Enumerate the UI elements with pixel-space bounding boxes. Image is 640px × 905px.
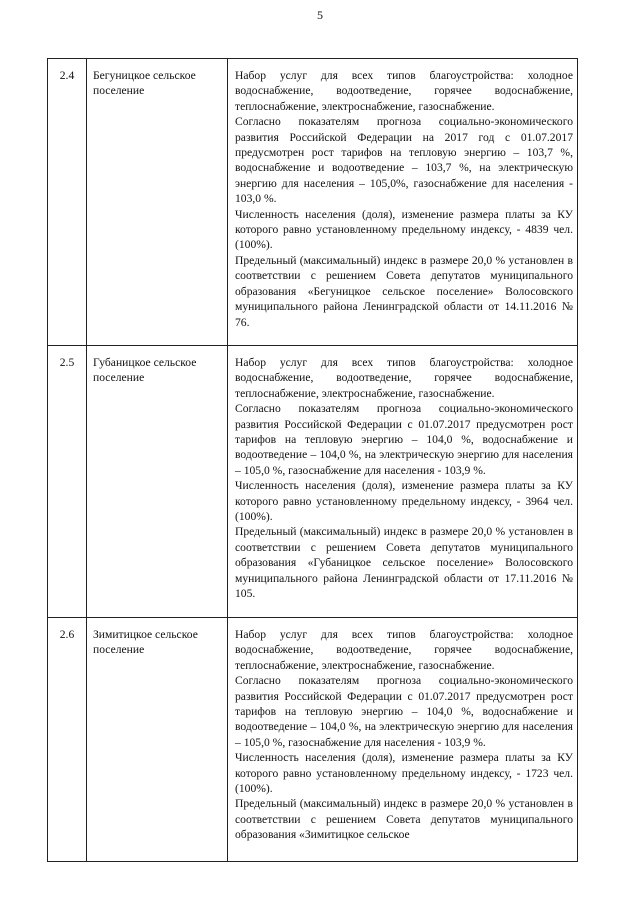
settlement-name: Бегуницкое сельское поселение [87,59,228,346]
services-paragraph: Набор услуг для всех типов благоустройства: холодное водоснабжение, водоотведение, горячее водоснабжение, теплоснабжение, электроснабжение, газоснабжение. [235,356,573,400]
services-paragraph: Набор услуг для всех типов благоустройства: холодное водоснабжение, водоотведение, горячее водоснабжение, теплоснабжение, электроснабжение, газоснабжение. [235,69,573,113]
forecast-paragraph: Согласно показателям прогноза социально-экономического развития Российской Федерации с 01.07.2017 предусмотрен рост тарифов на тепловую энергию – 104,0 %, водоснабжение и водоотведение – 104,0 %, на электрическую энергию для населения – 105,0 %, газоснабжение для населения - 103,9 %. [235,674,573,749]
table-row [48,59,578,346]
index-paragraph: Предельный (максимальный) индекс в размере 20,0 % установлен в соответствии с решением Совета депутатов муниципального образования «Губаницкое сельское поселение» Волосовского муниципального района Ленинградской области от 17.11.2016 № 105. [235,525,573,601]
row-number: 2.4 [48,59,87,346]
row-number: 2.5 [48,346,87,618]
settlement-description [228,618,578,862]
row-number: 2.6 [48,618,87,862]
population-paragraph: Численность населения (доля), изменение размера платы за КУ которого равно установленному предельному индексу, - 4839 чел. (100%). [235,207,573,252]
settlement-name: Зимитицкое сельское поселение [87,618,228,862]
tariff-table [47,58,578,862]
settlement-description [228,59,578,346]
table-row [48,618,578,862]
forecast-paragraph: Согласно показателям прогноза социально-экономического развития Российской Федерации на 2017 год с 01.07.2017 предусмотрен рост тарифов на тепловую энергию – 103,7 %, водоснабжение и водоотведение – 103,7 %, на электрическую энергию для населения – 105,0%, газоснабжение для населения - 103,0 %. [235,115,573,206]
table-row [48,346,578,618]
page-number: 5 [317,8,323,22]
index-paragraph: Предельный (максимальный) индекс в размере 20,0 % установлен в соответствии с решением Совета депутатов муниципального образования «Бегуницкое сельское поселение» Волосовского муниципального района Ленинградской области от 14.11.2016 № 76. [235,253,573,329]
forecast-paragraph: Согласно показателям прогноза социально-экономического развития Российской Федерации с 01.07.2017 предусмотрен рост тарифов на тепловую энергию – 104,0 %, водоснабжение и водоотведение – 104,0 %, на электрическую энергию для населения – 105,0 %, газоснабжение для населения - 103,9 %. [235,402,573,477]
population-paragraph: Численность населения (доля), изменение размера платы за КУ которого равно установленному предельному индексу, - 3964 чел. (100%). [235,479,573,524]
index-paragraph: Предельный (максимальный) индекс в размере 20,0 % установлен в соответствии с решением Совета депутатов муниципального образования «Зимитицкое сельское [235,797,573,842]
services-paragraph: Набор услуг для всех типов благоустройства: холодное водоснабжение, водоотведение, горячее водоснабжение, теплоснабжение, электроснабжение, газоснабжение. [235,628,573,672]
population-paragraph: Численность населения (доля), изменение размера платы за КУ которого равно установленному предельному индексу, - 1723 чел. (100%). [235,751,573,796]
settlement-name: Губаницкое сельское поселение [87,346,228,618]
settlement-description [228,346,578,618]
